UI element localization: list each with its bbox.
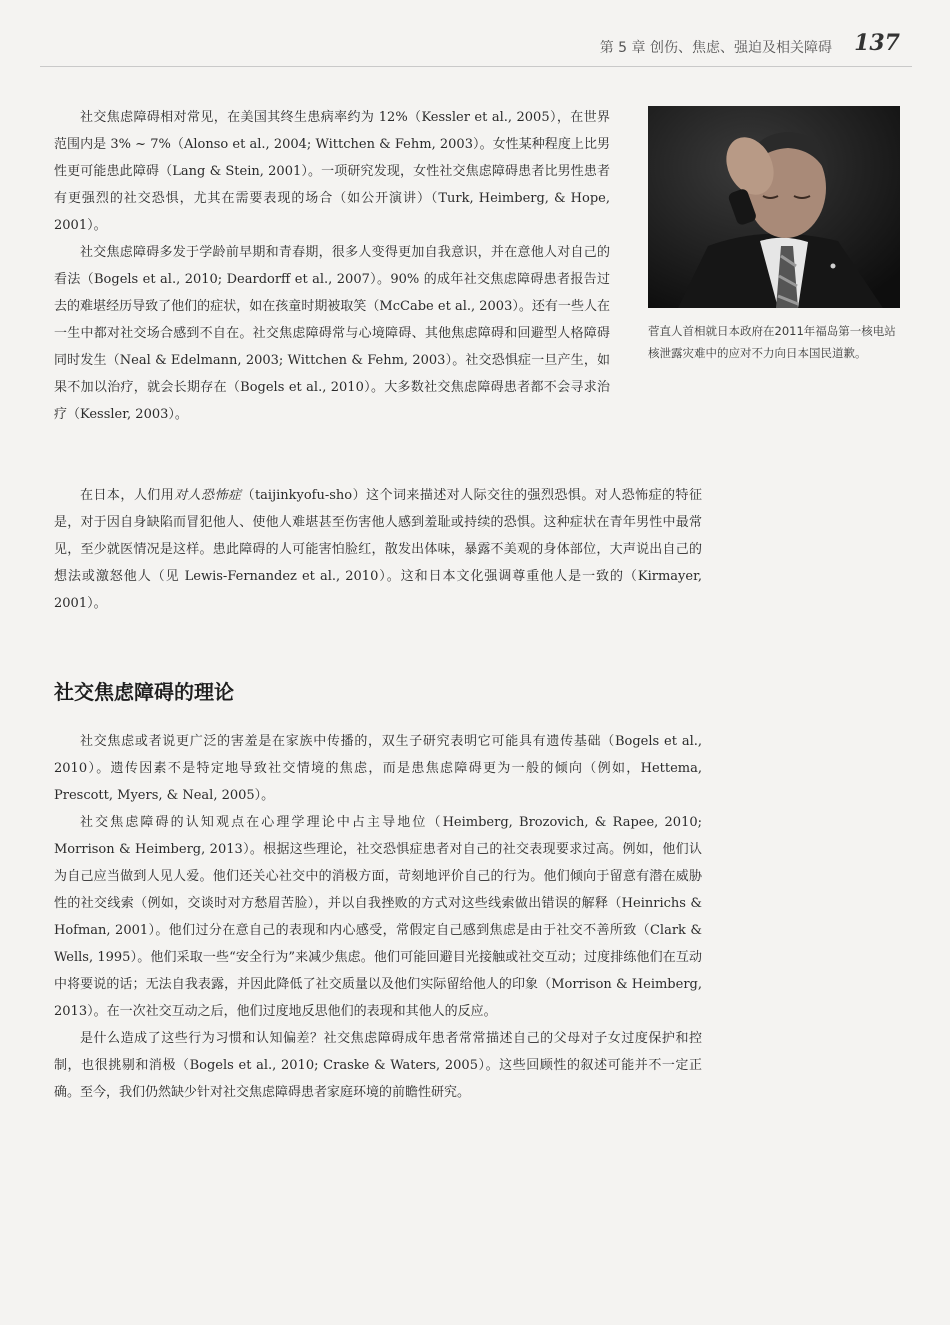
body-column-wide-2 (54, 728, 702, 1106)
page-number: 137 (854, 30, 900, 56)
paragraph-prevalence: 社交焦虑障碍相对常见，在美国其终生患病率约为 12%（Kessler et al., 2005），在世界范围内是 3% ~ 7%（Alonso et al., 2004; Wittchen & Fehm, 2003）。女性某种程度上比男性更可能患此障碍（Lang & Stein, 2001）。一项研究发现，女性社交焦虑障碍患者比男性患者有更强烈的社交恐惧，尤其在需要表现的场合（如公开演讲）（Turk, Heimberg, & Hope, 2001）。 (54, 110, 610, 233)
body-column-wide-1 (54, 482, 702, 617)
news-photo (648, 106, 900, 308)
japan-text-before: 在日本，人们用 (80, 488, 175, 503)
japan-text-after: （taijinkyofu-sho）这个词来描述对人际交往的强烈恐惧。对人恐怖症的特征是，对于因自身缺陷而冒犯他人、使他人难堪甚至伤害他人感到羞耻或持续的恐惧。这种症状在青年男性中最常见，至少就医情况是这样。患此障碍的人可能害怕脸红，散发出体味，暴露不美观的身体部位，大声说出自己的想法或激怒他人（见 Lewis-Fernandez et al., 2010）。这和日本文化强调尊重他人是一致的（Kirmayer, 2001）。 (54, 488, 702, 611)
paragraph-cognitive: 社交焦虑障碍的认知观点在心理学理论中占主导地位（Heimberg, Brozovich, & Rapee, 2010; Morrison & Heimberg, 2013）。根据这些理论，社交恐惧症患者对自己的社交表现要求过高。例如，他们认为自己应当做到人见人爱。他们还关心社交中的消极方面，苛刻地评价自己的行为。他们倾向于留意有潜在威胁性的社交线索（例如，交谈时对方愁眉苦脸），并以自我挫败的方式对这些线索做出错误的解释（Heinrichs & Hofman, 2001）。他们过分在意自己的表现和内心感受，常假定自己感到焦虑是由于社交不善所致（Clark & Wells, 1995）。他们采取一些“安全行为”来减少焦虑。他们可能回避目光接触或社交互动；过度排练他们在互动中将要说的话；无法自我表露，并因此降低了社交质量以及他们实际留给他人的印象（Morrison & Heimberg, 2013）。在一次社交互动之后，他们过度地反思他们的表现和其他人的反应。 (54, 815, 702, 1019)
running-head: 第 5 章 创伤、焦虑、强迫及相关障碍 (599, 40, 832, 56)
figure-caption: 菅直人首相就日本政府在2011年福岛第一核电站核泄露灾难中的应对不力向日本国民道歉。 (648, 324, 896, 360)
paragraph-family: 是什么造成了这些行为习惯和认知偏差？社交焦虑障碍成年患者常常描述自己的父母对子女过度保护和控制，也很挑剔和消极（Bogels et al., 2010; Craske & Waters, 2005）。这些回顾性的叙述可能并不一定正确。至今，我们仍然缺少针对社交焦虑障碍患者家庭环境的前瞻性研究。 (54, 1031, 702, 1100)
paragraph-genetics: 社交焦虑或者说更广泛的害羞是在家族中传播的，双生子研究表明它可能具有遗传基础（Bogels et al., 2010）。遗传因素不是特定地导致社交情境的焦虑，而是患焦虑障碍更为一般的倾向（例如，Hettema, Prescott, Myers, & Neal, 2005）。 (54, 734, 702, 803)
paragraph-japan (54, 482, 702, 617)
taijinkyofu-term: 对人恐怖症 (174, 488, 242, 503)
paragraph-onset: 社交焦虑障碍多发于学龄前早期和青春期，很多人变得更加自我意识，并在意他人对自己的看法（Bogels et al., 2010; Deardorff et al., 2007）。90% 的成年社交焦虑障碍患者报告过去的难堪经历导致了他们的症状，如在孩童时期被取笑（McCabe et al., 2003）。还有一些人在一生中都对社交场合感到不自在。社交焦虑障碍常与心境障碍、其他焦虑障碍和回避型人格障碍同时发生（Neal & Edelmann, 2003; Wittchen & Fehm, 2003）。社交恐惧症一旦产生，如果不加以治疗，就会长期存在（Bogels et al., 2010）。大多数社交焦虑障碍患者都不会寻求治疗（Kessler, 2003）。 (54, 245, 610, 422)
page-header (0, 30, 950, 62)
photo-illustration (648, 106, 900, 308)
header-rule (40, 66, 912, 67)
body-column-narrow (54, 104, 610, 428)
section-title: 社交焦虑障碍的理论 (54, 680, 234, 704)
